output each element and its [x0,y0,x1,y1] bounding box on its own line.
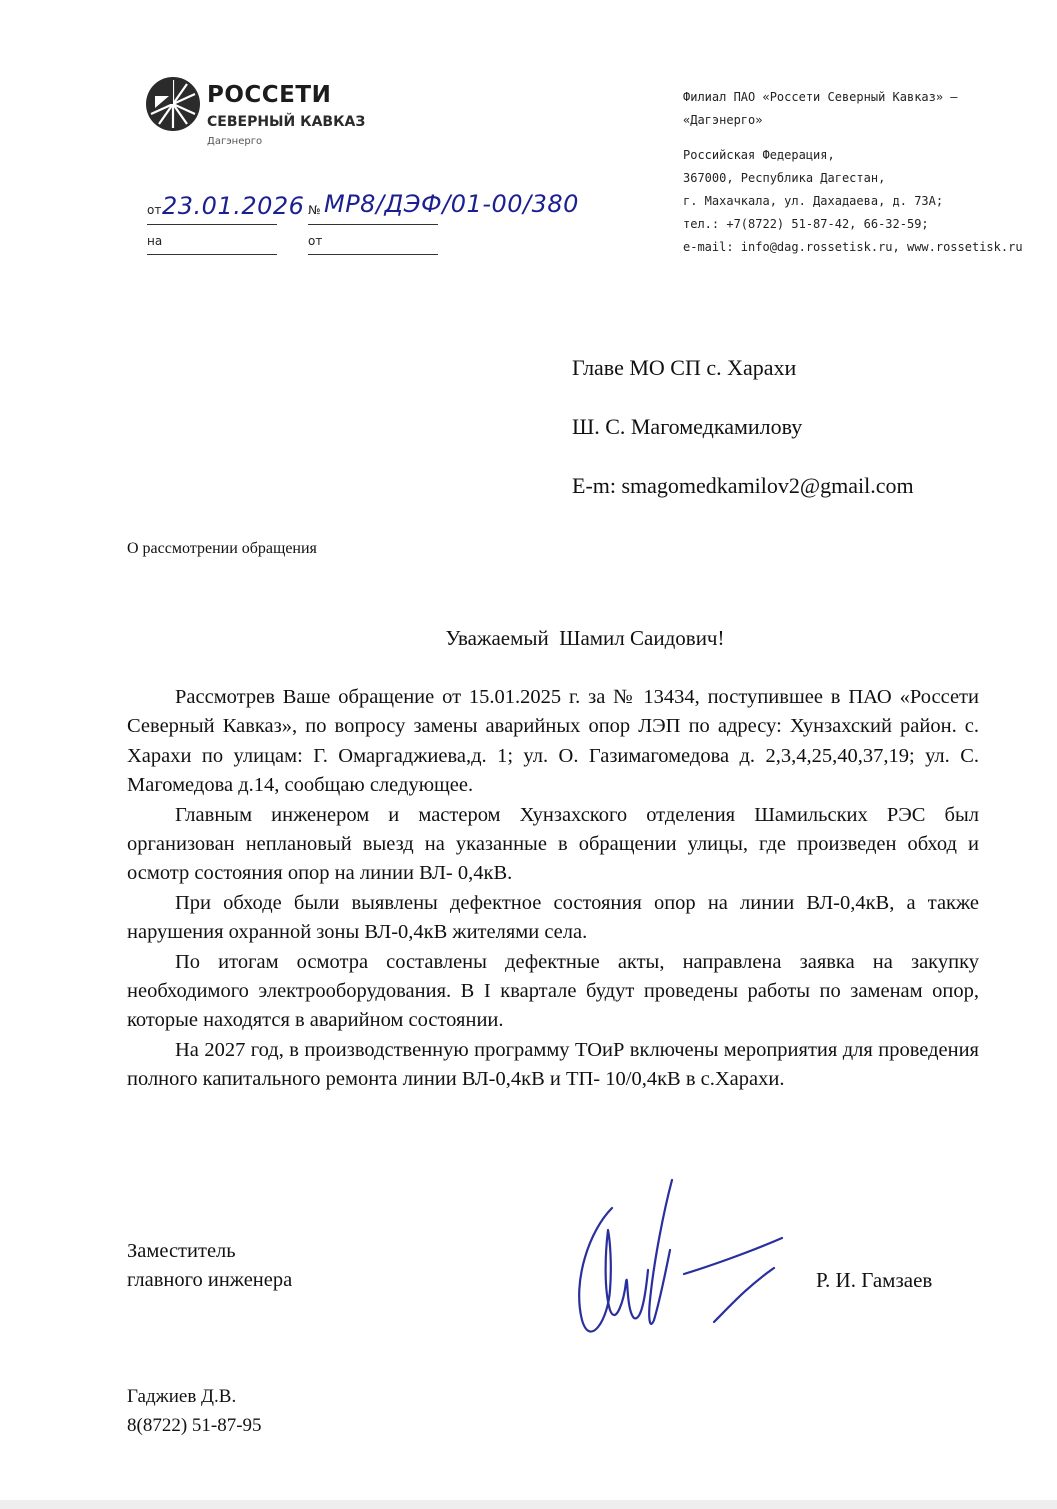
org-line: Филиал ПАО «Россети Северный Кавказ» – [683,90,958,104]
on-label: на [147,234,163,248]
number-label: № [308,203,321,217]
number-handwritten: МР8/ДЭФ/01-00/380 [324,190,579,218]
body-paragraph: Рассмотрев Ваше обращение от 15.01.2025 г. за № 13434, поступившее в ПАО «Россети Северный Кавказ», по вопросу замены аварийных опор ЛЭП по адресу: Хунзахский район. с. Харахи по улицам: Г. Омаргаджиева,д. 1; ул. О. Газимагомедова д. 2,3,4,25,40,37,19; ул. С. Магомедова д.14, сообщаю следующее. [127,686,979,797]
letter-body [127,683,979,1095]
from-date-line [147,224,277,225]
logo-branch: Дагэнерго [207,136,263,147]
body-paragraph: Главным инженером и мастером Хунзахского отделения Шамильских РЭС был организован неплановый выезд на указанные в обращении улицы, где произведен обход и осмотр состояния опор на линии ВЛ- 0,4кВ. [127,803,979,885]
body-paragraph: По итогам осмотра составлены дефектные акты, направлена заявка на закупку необходимого электрооборудования. В I квартале будут проведены работы по заменам опор, которые находятся в аварийном состоянии. [127,950,979,1032]
body-paragraph: На 2027 год, в производственную программу ТОиР включены мероприятия для проведения полного капитального ремонта линии ВЛ-0,4кВ и ТП- 10/0,4кВ в с.Харахи. [127,1038,979,1091]
executor-contact [127,1382,262,1440]
org-line: г. Махачкала, ул. Дахадаева, д. 73А; [683,194,944,208]
org-email[interactable]: e-mail: info@dag.rossetisk.ru, www.rossetisk.ru [683,240,1023,254]
addressee-title: Главе МО СП с. Харахи [572,355,797,380]
org-line: 367000, Республика Дагестан, [683,171,886,185]
handwritten-signature [560,1170,800,1350]
signatory-name: Р. И. Гамзаев [816,1268,933,1292]
executor-phone: 8(8722) 51-87-95 [127,1415,262,1436]
on-line [147,254,277,255]
letter-subject: О рассмотрении обращения [127,540,317,557]
rosseti-emblem-icon [145,76,201,132]
from-date-handwritten: 23.01.2026 [162,192,305,220]
logo-subtitle: СЕВЕРНЫЙ КАВКАЗ [207,114,366,130]
on-from-label: от [308,234,323,248]
addressee-email[interactable]: E-m: smagomedkamilov2@gmail.com [572,473,914,498]
company-logo [145,76,375,156]
addressee-name: Ш. С. Магомедкамилову [572,414,803,439]
on-from-line [308,254,438,255]
number-line [308,224,438,225]
from-label: от [147,203,162,217]
signatory-role-line: Заместитель [127,1240,236,1262]
page-bottom-edge [0,1500,1057,1509]
addressee-block [572,338,914,515]
org-line: тел.: +7(8722) 51-87-42, 66-32-59; [683,217,929,231]
signatory-role [127,1237,292,1295]
body-paragraph: При обходе были выявлены дефектное состояния опор на линии ВЛ-0,4кВ, а также нарушения охранной зоны ВЛ-0,4кВ жителями села. [127,891,979,944]
executor-name: Гаджиев Д.В. [127,1386,237,1407]
salutation: Уважаемый Шамил Саидович! [445,626,725,650]
organization-details [683,86,1023,259]
org-line: Российская Федерация, [683,148,835,162]
logo-title: РОССЕТИ [207,82,332,108]
org-line: «Дагэнерго» [683,113,763,127]
signatory-role-line: главного инженера [127,1269,293,1291]
